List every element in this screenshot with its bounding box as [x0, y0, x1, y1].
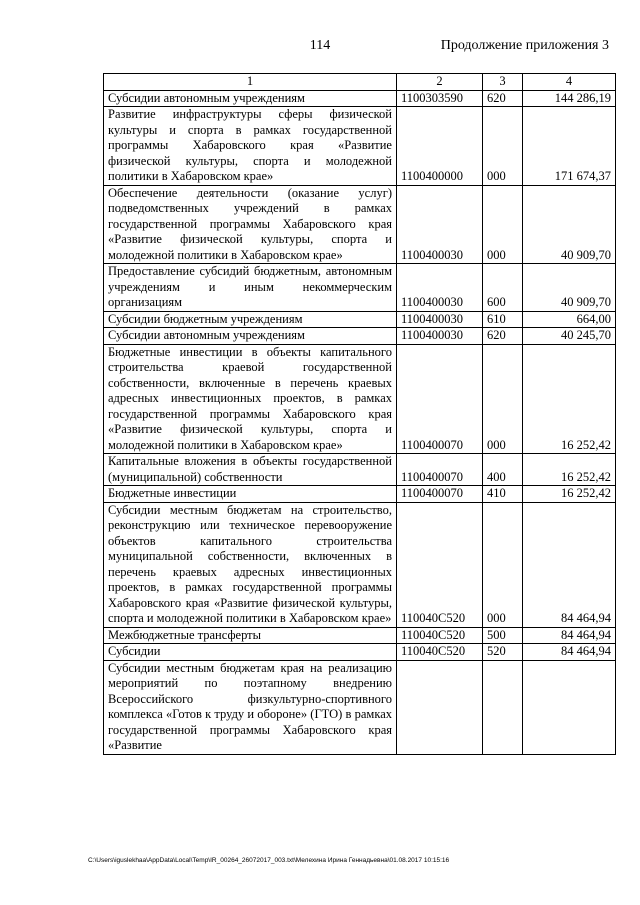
row-type: 500 — [483, 627, 523, 644]
row-type: 620 — [483, 328, 523, 345]
row-type: 620 — [483, 90, 523, 107]
row-code: 110040С520 — [397, 644, 483, 661]
row-code: 1100400030 — [397, 328, 483, 345]
row-amount: 40 909,70 — [523, 185, 616, 264]
row-code: 1100400000 — [397, 107, 483, 186]
table-row — [104, 627, 616, 644]
row-name: Субсидии местным бюджетам края на реализацию мероприятий по поэтапному внедрению Всероссийского физкультурно-спортивного комплекса «Готов к труду и обороне» (ГТО) в рамках государственной программы Хабаровского края «Развитие — [104, 660, 397, 754]
column-header: 3 — [483, 74, 523, 91]
table-row — [104, 311, 616, 328]
row-code — [397, 660, 483, 754]
table-row — [104, 344, 616, 454]
row-name: Межбюджетные трансферты — [104, 627, 397, 644]
table-row — [104, 454, 616, 486]
row-code: 1100400030 — [397, 311, 483, 328]
table-row — [104, 502, 616, 627]
column-header: 1 — [104, 74, 397, 91]
row-type: 600 — [483, 264, 523, 312]
row-amount: 84 464,94 — [523, 502, 616, 627]
row-code: 1100303590 — [397, 90, 483, 107]
row-type: 520 — [483, 644, 523, 661]
row-name: Субсидии автономным учреждениям — [104, 90, 397, 107]
row-name: Субсидии бюджетным учреждениям — [104, 311, 397, 328]
row-name: Бюджетные инвестиции в объекты капитального строительства краевой государственной собственности, включенные в перечень краевых адресных инвестиционных проектов, в рамках государственной программы Хабаровского края «Развитие физической культуры, спорта и молодежной политики в Хабаровском крае» — [104, 344, 397, 454]
continuation-label: Продолжение приложения 3 — [440, 38, 609, 53]
table-row — [104, 644, 616, 661]
column-header: 2 — [397, 74, 483, 91]
row-type: 000 — [483, 107, 523, 186]
row-code: 1100400030 — [397, 185, 483, 264]
row-amount: 16 252,42 — [523, 486, 616, 503]
row-code: 110040С520 — [397, 502, 483, 627]
row-type: 000 — [483, 502, 523, 627]
row-amount: 171 674,37 — [523, 107, 616, 186]
row-name: Субсидии автономным учреждениям — [104, 328, 397, 345]
row-amount: 84 464,94 — [523, 627, 616, 644]
row-name: Предоставление субсидий бюджетным, автономным учреждениям и иным некоммерческим организациям — [104, 264, 397, 312]
row-amount: 664,00 — [523, 311, 616, 328]
row-type: 410 — [483, 486, 523, 503]
row-amount: 40 909,70 — [523, 264, 616, 312]
row-code: 1100400070 — [397, 454, 483, 486]
table-row — [104, 328, 616, 345]
row-code: 1100400030 — [397, 264, 483, 312]
table-row — [104, 486, 616, 503]
table-row — [104, 107, 616, 186]
row-code: 1100400070 — [397, 486, 483, 503]
row-amount: 16 252,42 — [523, 454, 616, 486]
row-amount: 144 286,19 — [523, 90, 616, 107]
table-row — [104, 264, 616, 312]
row-name: Бюджетные инвестиции — [104, 486, 397, 503]
row-name: Развитие инфраструктуры сферы физической культуры и спорта в рамках государственной программы Хабаровского края «Развитие физической культуры, спорта и молодежной политики в Хабаровском крае» — [104, 107, 397, 186]
row-type: 000 — [483, 185, 523, 264]
row-code: 110040С520 — [397, 627, 483, 644]
row-amount: 16 252,42 — [523, 344, 616, 454]
row-name: Обеспечение деятельности (оказание услуг) подведомственных учреждений в рамках государственной программы Хабаровского края «Развитие физической культуры, спорта и молодежной политики в Хабаровском крае» — [104, 185, 397, 264]
row-amount: 40 245,70 — [523, 328, 616, 345]
row-code: 1100400070 — [397, 344, 483, 454]
table-row — [104, 90, 616, 107]
row-type: 610 — [483, 311, 523, 328]
column-header: 4 — [523, 74, 616, 91]
table-row — [104, 185, 616, 264]
table-header-row — [104, 74, 616, 91]
row-amount — [523, 660, 616, 754]
row-type: 400 — [483, 454, 523, 486]
table-row — [104, 660, 616, 754]
row-name: Субсидии — [104, 644, 397, 661]
row-amount: 84 464,94 — [523, 644, 616, 661]
page-number: 114 — [309, 38, 331, 53]
row-name: Субсидии местным бюджетам на строительство, реконструкцию или техническое перевооружение объектов капитального строительства муниципальной собственности, включенных в перечень краевых адресных инвестиционных проектов, в рамках государственной программы Хабаровского края «Развитие физической культуры, спорта и молодежной политики в Хабаровском крае» — [104, 502, 397, 627]
budget-table — [103, 73, 616, 755]
file-path-footer: C:\Users\iguslekhaa\AppData\Local\Temp\IR_00264_26072017_003.txt\Мелехина Ирина Геннадьевна\01.08.2017 10:15:16 — [88, 857, 450, 864]
row-name: Капитальные вложения в объекты государственной (муниципальной) собственности — [104, 454, 397, 486]
row-type: 000 — [483, 344, 523, 454]
row-type — [483, 660, 523, 754]
